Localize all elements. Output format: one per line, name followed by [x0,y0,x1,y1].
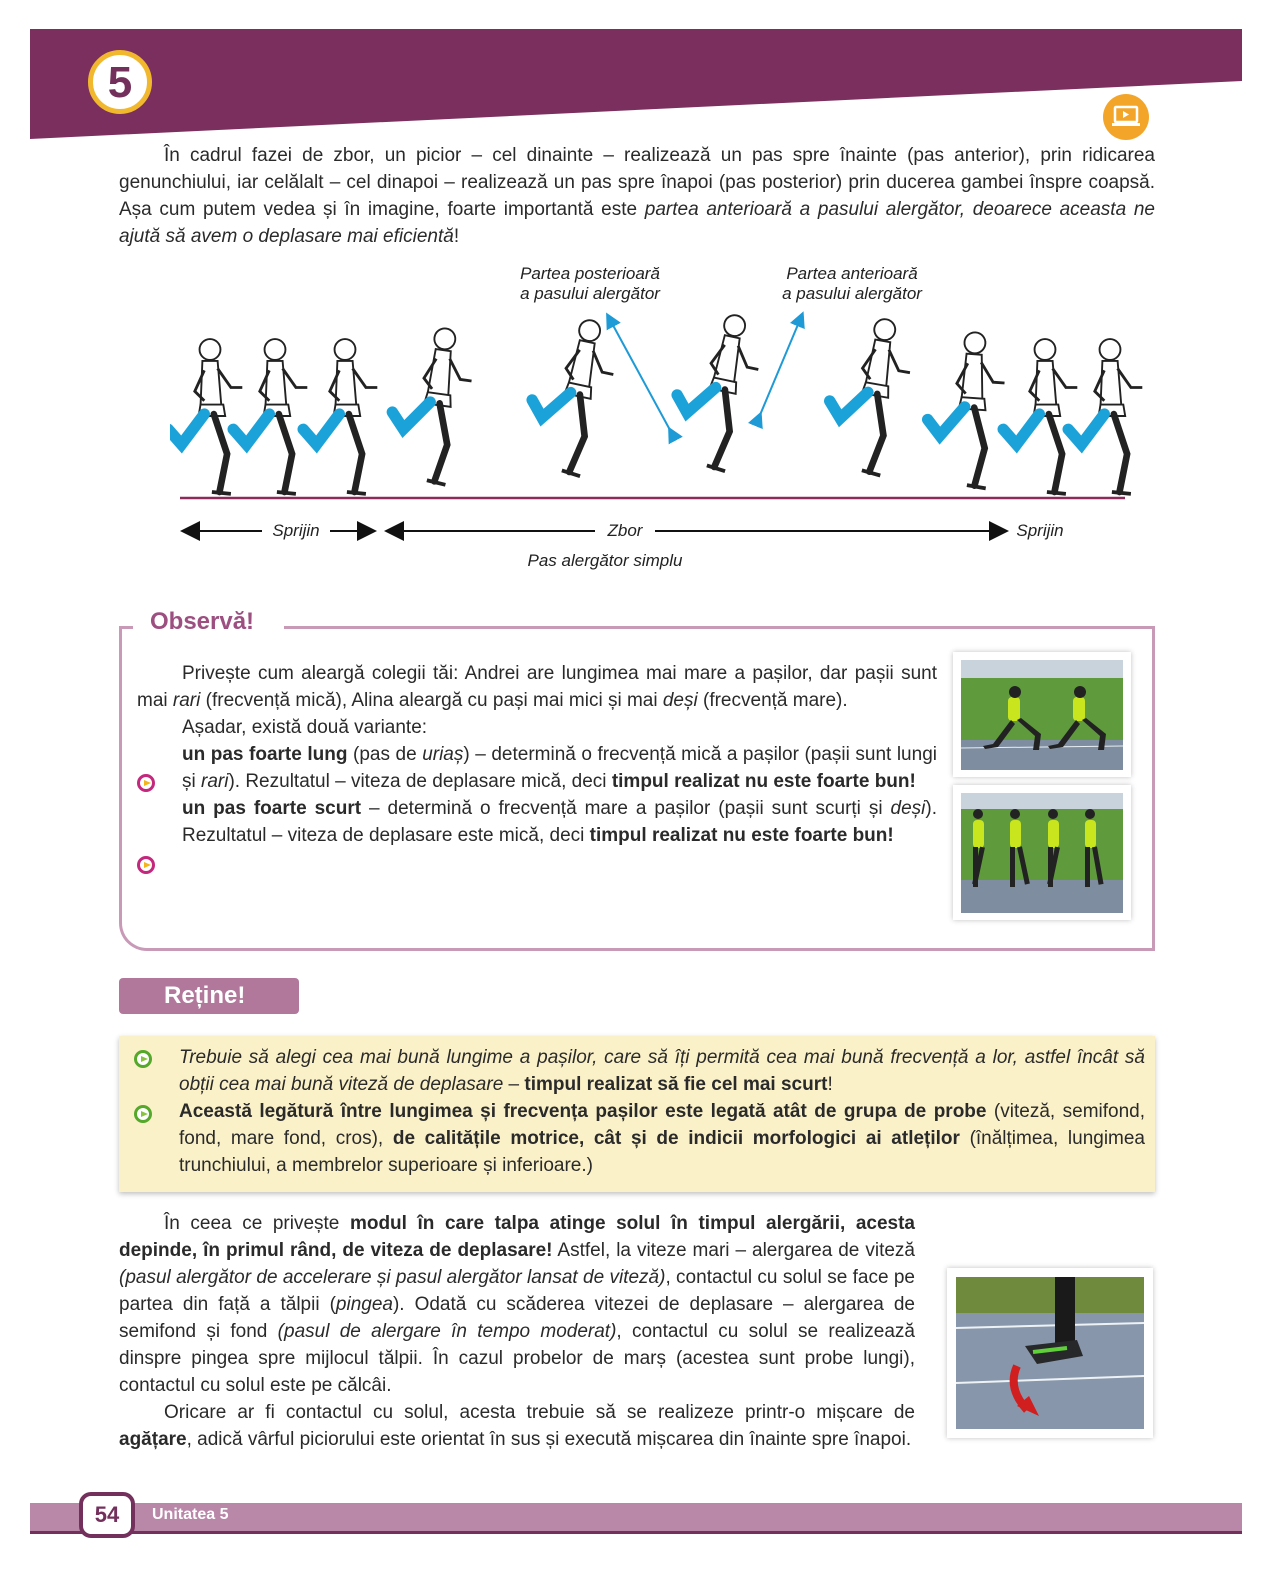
runner-8 [923,330,1008,490]
bullet-icon [134,1105,152,1123]
header-band [30,29,1242,139]
phase-left-label: Sprijin [272,521,320,540]
contact-paragraph-1: În ceea ce privește modul în care talpa atinge solul în timpul alergării, acesta depinde, în primul rând, de viteza de deplasare! Astfel, la viteze mari – alergarea de viteză (pasul alergător de accelerare și pasul alergător lansat de viteză), contactul cu solul se face pe partea din față a tălpii (pingea). Odată cu scăderea vitezei de deplasare – alergarea de semifond și fond (pasul de alergare în tempo moderat), contactul cu solul se realizează dinspre pingea spre mijlocul tălpii. În cazul probelor de marș (acestea sunt probe lungi), contactul cu solul este pe călcâi. [119,1210,1155,1399]
phase-middle-label: Zbor [607,521,643,540]
anterior-pointer [760,315,802,415]
bullet-icon [134,1050,152,1068]
observe-box-top-border-left [119,626,133,629]
bullet-icon [137,774,155,792]
observe-title: Observă! [150,608,255,635]
label-posterior: Partea posterioară a pasului alergător [520,264,660,303]
runner-3 [303,339,377,494]
observe-paragraph-2: Așadar, există două variante: [182,717,428,738]
observe-box-top-border-right [284,626,1155,629]
video-lesson-icon[interactable] [1103,94,1149,140]
running-stride-figure [170,260,1170,590]
unit-label: Unitatea 5 [152,1506,229,1523]
remember-text [179,1044,1145,1179]
chapter-number-badge: 5 [88,50,152,114]
phase-right-label: Sprijin [1016,521,1064,540]
observe-text [137,660,937,849]
photo-short-stride [953,785,1131,920]
posterior-pointer [608,316,670,430]
runner-1 [170,339,242,494]
runner-7 [819,312,919,477]
runner-2 [233,339,307,494]
page-number: 54 [79,1492,135,1538]
runner-10 [1068,339,1142,494]
runner-9 [1003,339,1077,494]
label-anterior: Partea anterioară a pasului alergător [782,264,922,303]
photo-foot-contact [947,1268,1153,1438]
observe-paragraph-1: Privește cum aleargă colegii tăi: Andrei are lungimea mai mare a pașilor, dar pașii sunt mai rari (frecvență mică), Alina aleargă cu pași mai mici și mai deși (frecvență mare). [137,663,937,711]
contact-paragraph-2: Oricare ar fi contactul cu solul, acesta trebuie să se realizeze printr-o mișcare de agățare, adică vârful piciorului este orientat în sus și execută mișcarea din înainte spre înapoi. [119,1402,915,1450]
runner-4 [383,323,478,487]
photo-long-stride [953,652,1131,777]
remember-label: Reține! [119,978,299,1014]
runner-5 [519,312,624,479]
remember-bullet-1: Trebuie să alegi cea mai bună lungime a pașilor, care să îți permită cea mai bună frecvență a lor, astfel încât să obții cea mai bună viteză de deplasare – timpul realizat să fie cel mai scurt! [179,1047,1145,1095]
remember-bullet-2: Această legătură între lungimea și frecvența pașilor este legată atât de grupa de probe (viteză, semifond, fond, mare fond, cros), de calitățile motrice, cât și de indicii morfologici ai atleților (înălțimea, lungimea trunchiului, a membrelor superioare și inferioare.) [179,1101,1146,1176]
runner-6 [664,307,769,474]
footer-line [30,1531,1242,1534]
observe-bullet-2: un pas foarte scurt – determină o frecvență mare a pașilor (pașii sunt scurți și deși). Rezultatul – viteza de deplasare este mică, deci timpul realizat nu este foarte bun! [182,798,937,846]
observe-bullet-1: un pas foarte lung (pas de uriaș) – determină o frecvență mică a pașilor (pașii sunt lungi și rari). Rezultatul – viteza de deplasare mică, deci timpul realizat nu este foarte bun! [182,744,937,792]
intro-paragraph: În cadrul fazei de zbor, un picior – cel dinainte – realizează un pas spre înainte (pas anterior), prin ridicarea genunchiului, iar celălalt – cel dinapoi – realizează un pas spre înapoi (pas posterior) prin ducerea gambei înspre coapsă. Așa cum putem vedea și în imagine, foarte importantă este partea anterioară a pasului alergător, deoarece aceasta ne ajută să avem o deplasare mai eficientă! [119,145,1155,247]
bullet-icon [137,856,155,874]
figure-caption: Pas alergător simplu [527,551,683,570]
